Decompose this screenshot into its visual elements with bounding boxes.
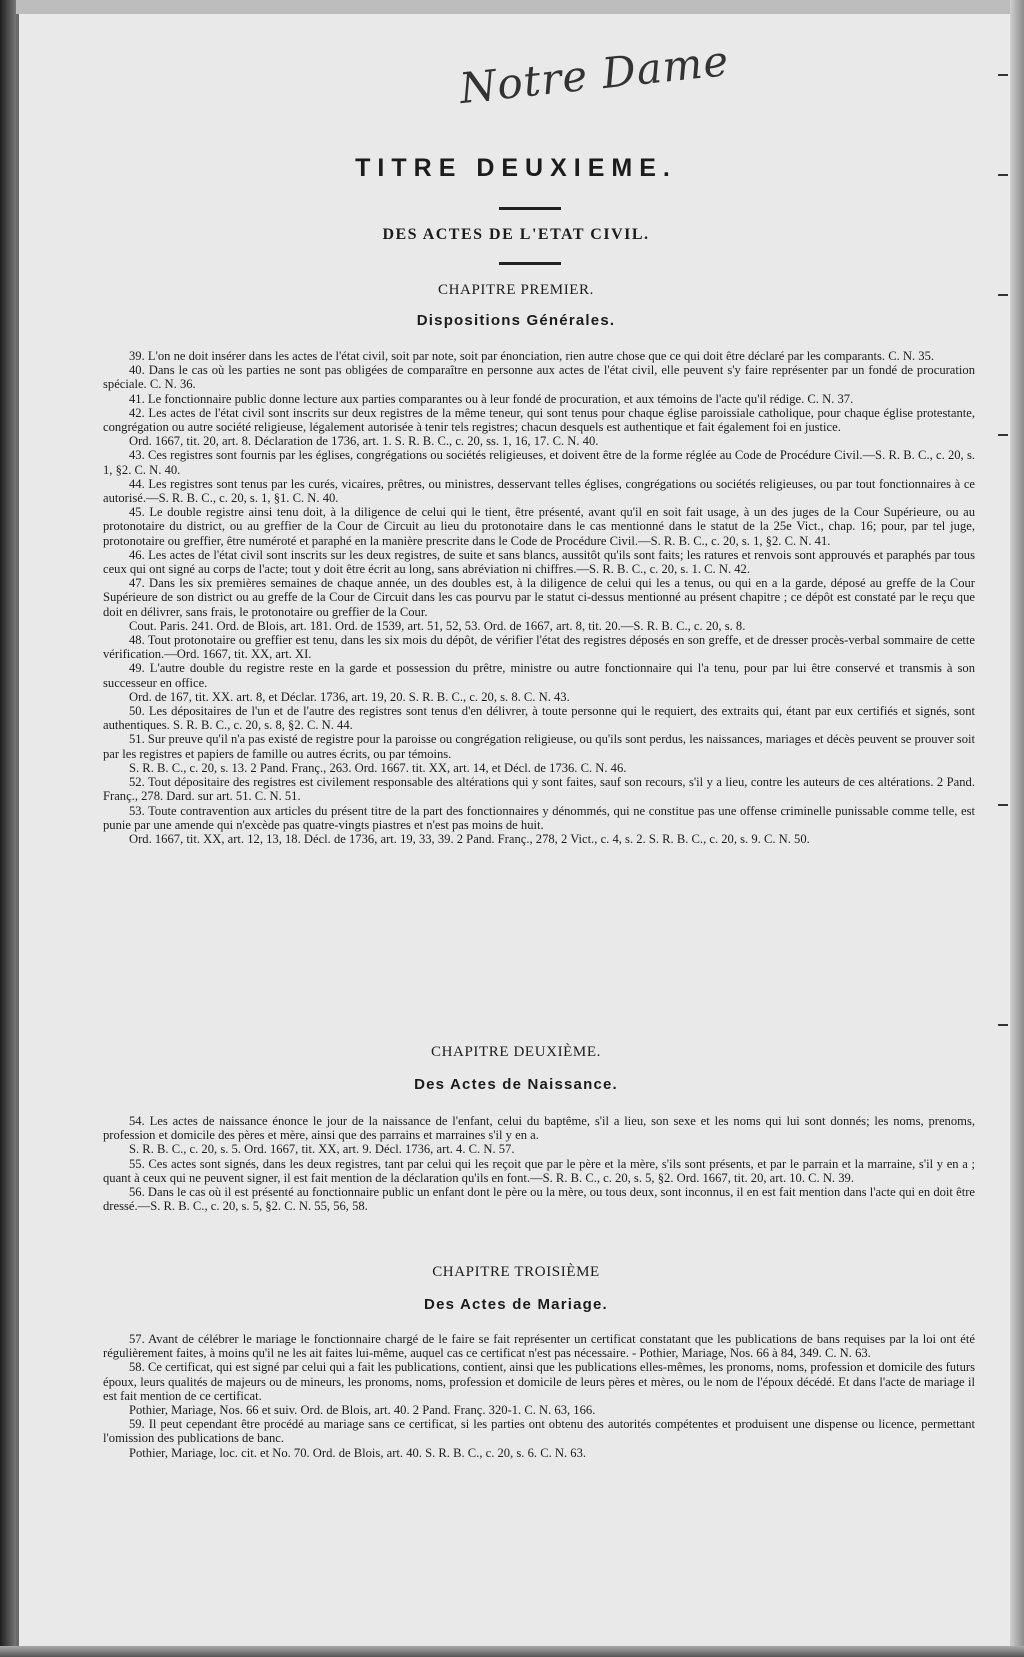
article-52: 52. Tout dépositaire des registres est civilement responsable des altérations qui y sont faites, sauf son recours, s'il y a lieu, contre les auteurs de ces altérations. 2 Pand. Franç., 278. Dard. sur art. 51. C. N. 51. <box>103 775 975 804</box>
margin-mark <box>998 174 1008 176</box>
chapter-1-body <box>103 349 975 846</box>
chapter-3-body <box>103 1332 975 1460</box>
margin-mark <box>998 74 1008 76</box>
article-53: 53. Toute contravention aux articles du présent titre de la part des fonctionnaires y dénommés, qui ne constitue pas une offense criminelle punissable comme telle, est punie par une amende qui n'excède pas quatre-vingts piastres et n'est pas moins de huit. <box>103 803 975 832</box>
article-41: 41. Le fonctionnaire public donne lecture aux parties comparantes ou à leur fondé de procuration, et aux témoins de l'acte qu'il rédige. C. N. 37. <box>129 391 854 406</box>
margin-mark <box>998 804 1008 806</box>
chapter-3-section-title: Des Actes de Mariage. <box>424 1296 608 1313</box>
article-50: 50. Les dépositaires de l'un et de l'autre des registres sont tenus d'en délivrer, à toute personne qui le requiert, des extraits qui, étant par eux certifiés et signés, sont authentiques. S. R. B. C., c. 20, s. 8, §2. C. N. 44. <box>103 704 975 733</box>
article-49-references: Ord. de 167, tit. XX. art. 8, et Déclar. 1736, art. 19, 20. S. R. B. C., c. 20, s. 8. C. N. 43. <box>129 689 570 704</box>
article-39: 39. L'on ne doit insérer dans les actes de l'état civil, soit par note, soit par énonciation, rien autre chose que ce qui doit être déclaré par les comparants. C. N. 35. <box>129 349 935 363</box>
article-42: 42. Les actes de l'état civil sont inscrits sur deux registres de la même teneur, qui sont tenus pour chaque église paroissiale catholique, pour chaque église protestante, congrégation ou autre société religieuse, légalement autorisée à tenir tels registres; chacun desquels est authentique et fait également foi en justice. <box>103 405 975 435</box>
margin-mark <box>998 434 1008 436</box>
page-subtitle: DES ACTES DE L'ETAT CIVIL. <box>382 226 650 243</box>
article-54-references: S. R. B. C., c. 20, s. 5. Ord. 1667, tit. XX, art. 9. Décl. 1736, art. 4. C. N. 57. <box>129 1142 515 1157</box>
scan-bottom-edge <box>0 1646 1024 1657</box>
chapter-2-section-title: Des Actes de Naissance. <box>414 1076 618 1093</box>
page-title: TITRE DEUXIEME. <box>355 154 677 182</box>
article-56: 56. Dans le cas où il est présenté au fonctionnaire public un enfant dont le père ou la mère, ou tous deux, sont inconnus, il en est fait mention dans l'acte qui en doit être dressé.—S. R. B. C., c. 20, s. 5, §2. C. N. 55, 56, 58. <box>103 1185 975 1214</box>
article-45: 45. Le double registre ainsi tenu doit, à la diligence de celui qui le tient, être présenté, avant qu'il en soit fait usage, à un des juges de la Cour Supérieure, ou au protonotaire du district, ou au greffier de la Cour de Circuit au lieu du protonotaire dans le cas mentionné dans le statut de la 25e Vict., chap. 16; pour, par tel juge, protonotaire ou greffier, être numéroté et paraphé en la manière prescrite dans le Code de Procédure Civil.—S. R. B. C., c. 20, s. 1, §2. C. N. 41. <box>103 505 975 548</box>
article-59-references: Pothier, Mariage, loc. cit. et No. 70. Ord. de Blois, art. 40. S. R. B. C., c. 20, s. 6. C. N. 63. <box>129 1445 587 1460</box>
article-53-references: Ord. 1667, tit. XX, art. 12, 13, 18. Décl. de 1736, art. 19, 33, 39. 2 Pand. Franç., 278, 2 Vict., c. 4, s. 2. S. R. B. C., c. 20, s. 9. C. N. 50. <box>129 831 810 846</box>
article-55: 55. Ces actes sont signés, dans les deux registres, tant par celui qui les reçoit que par le père et la mère, s'ils sont présents, et par le parrain et la marraine, s'il y en a ; quant à ceux qui ne peuvent signer, il est fait mention de la déclaration qu'ils en font.—S. R. B. C., c. 20, s. 5, §2. Ord. 1667, tit. 20, art. 10. C. N. 39. <box>103 1156 975 1185</box>
chapter-2-heading: CHAPITRE DEUXIÈME. <box>431 1044 601 1060</box>
article-47-references: Cout. Paris. 241. Ord. de Blois, art. 181. Ord. de 1539, art. 51, 52, 53. Ord. de 1667, art. 8, tit. 20.—S. R. B. C., c. 20, s. 8. <box>129 618 746 633</box>
chapter-1-heading: CHAPITRE PREMIER. <box>437 282 595 298</box>
subtitle-divider <box>499 262 561 265</box>
scan-left-edge <box>0 0 16 1657</box>
article-48: 48. Tout protonotaire ou greffier est tenu, dans les six mois du dépôt, de vérifier l'état des registres déposés en son greffe, et de dresser procès-verbal sommaire de cette vérification.—Ord. 1667, tit. XX, art. XI. <box>103 633 975 662</box>
article-57: 57. Avant de célébrer le mariage le fonctionnaire chargé de le faire se fait représenter un certificat constatant que les publications de bans requises par la loi ont été régulièrement faites, à moins qu'il ne les ait faites lui-même, auquel cas ce certificat n'est pas nécessaire. - Pothier, Mariage, Nos. 66 à 84, 349. C. N. 63. <box>103 1332 975 1361</box>
article-51-references: S. R. B. C., c. 20, s. 13. 2 Pand. Franç., 263. Ord. 1667. tit. XX, art. 14, et Décl. de 1736. C. N. 46. <box>129 760 627 775</box>
article-58: 58. Ce certificat, qui est signé par celui qui a fait les publications, contient, ainsi que les publications elles-mêmes, les pronoms, noms, profession et domicile des futurs époux, leurs qualités de majeurs ou de mineurs, les pronoms, noms, profession et domicile de leurs pères et mères, ou le nom de l'époux décédé. Et dans l'acte de mariage il est fait mention de ce certificat. <box>103 1360 975 1403</box>
article-43: 43. Ces registres sont fournis par les églises, congrégations ou sociétés religieuses, et doivent être de la forme réglée au Code de Procédure Civil.—S. R. B. C., c. 20, s. 1, §2. C. N. 40. <box>103 448 975 477</box>
chapter-3-heading: CHAPITRE TROISIÈME <box>432 1264 600 1280</box>
chapter-1-section-title: Dispositions Générales. <box>416 312 616 329</box>
article-54: 54. Les actes de naissance énonce le jour de la naissance de l'enfant, celui du baptême, s'il a lieu, son sexe et les noms qui lui sont donnés; les noms, prenoms, profession et domicile des pères et mère, ainsi que des parrains et marraines s'il y en a. <box>103 1114 975 1143</box>
article-51: 51. Sur preuve qu'il n'a pas existé de registre pour la paroisse ou congrégation religieuse, ou qu'ils sont perdus, les naissances, mariages et décès peuvent se prouver soit par les registres et papiers de famille ou autres écrits, ou par témoins. <box>103 732 975 761</box>
article-58-references: Pothier, Mariage, Nos. 66 et suiv. Ord. de Blois, art. 40. 2 Pand. Franç. 320-1. C. N. 63, 166. <box>129 1403 596 1418</box>
article-44: 44. Les registres sont tenus par les curés, vicaires, prêtres, ou ministres, desservant telles églises, congrégations ou sociétés religieuses, ou par tout fonctionnaires à ce autorisé.—S. R. B. C., c. 20, s. 1, §1. C. N. 40. <box>103 476 975 506</box>
scan-right-edge <box>1010 0 1024 1657</box>
article-40: 40. Dans le cas où les parties ne sont pas obligées de comparaître en personne aux actes de l'état civil, elle peuvent s'y faire représenter par un fondé de procuration spéciale. C. N. 36. <box>103 363 975 392</box>
article-49: 49. L'autre double du registre reste en la garde et possession du prêtre, ministre ou autre fonctionnaire qui l'a tenu, pour par lui être conservé et transmis à son successeur en office. <box>103 661 975 690</box>
margin-mark <box>998 294 1008 296</box>
article-47: 47. Dans les six premières semaines de chaque année, un des doubles est, à la diligence de celui qui les a tenus, ou qui en a la garde, déposé au greffe de la Cour Supérieure de son district ou au greffe de la Cour de Circuit dans les cas pourvu par le statut ci-dessus mentionné au présent chapitre ; ce dépôt est constaté par le reçu que doit en délivrer, sans frais, le protonotaire ou greffier de la Cour. <box>103 576 975 619</box>
article-46: 46. Les actes de l'état civil sont inscrits sur les deux registres, de suite et sans blancs, aussitôt qu'ils sont faits; les ratures et renvois sont approuvés et paraphés par tous ceux qui ont signé au corps de l'acte; tout y doit être écrit au long, sans abréviation ni chiffres.—S. R. B. C., c. 20, s. 1. C. N. 42. <box>103 547 975 577</box>
document-page <box>16 14 1010 1646</box>
handwritten-signature: Notre Dame <box>457 35 732 114</box>
article-42-references: Ord. 1667, tit. 20, art. 8. Déclaration de 1736, art. 1. S. R. B. C., c. 20, ss. 1, 16, 17. C. N. 40. <box>129 434 599 449</box>
article-59: 59. Il peut cependant être procédé au mariage sans ce certificat, si les parties ont obtenu des autorités compétentes et produisent une dispense ou licence, permettant l'omission des publications de banc. <box>103 1417 975 1446</box>
chapter-2-body <box>103 1114 975 1213</box>
title-divider <box>499 207 561 210</box>
margin-mark <box>998 1024 1008 1026</box>
